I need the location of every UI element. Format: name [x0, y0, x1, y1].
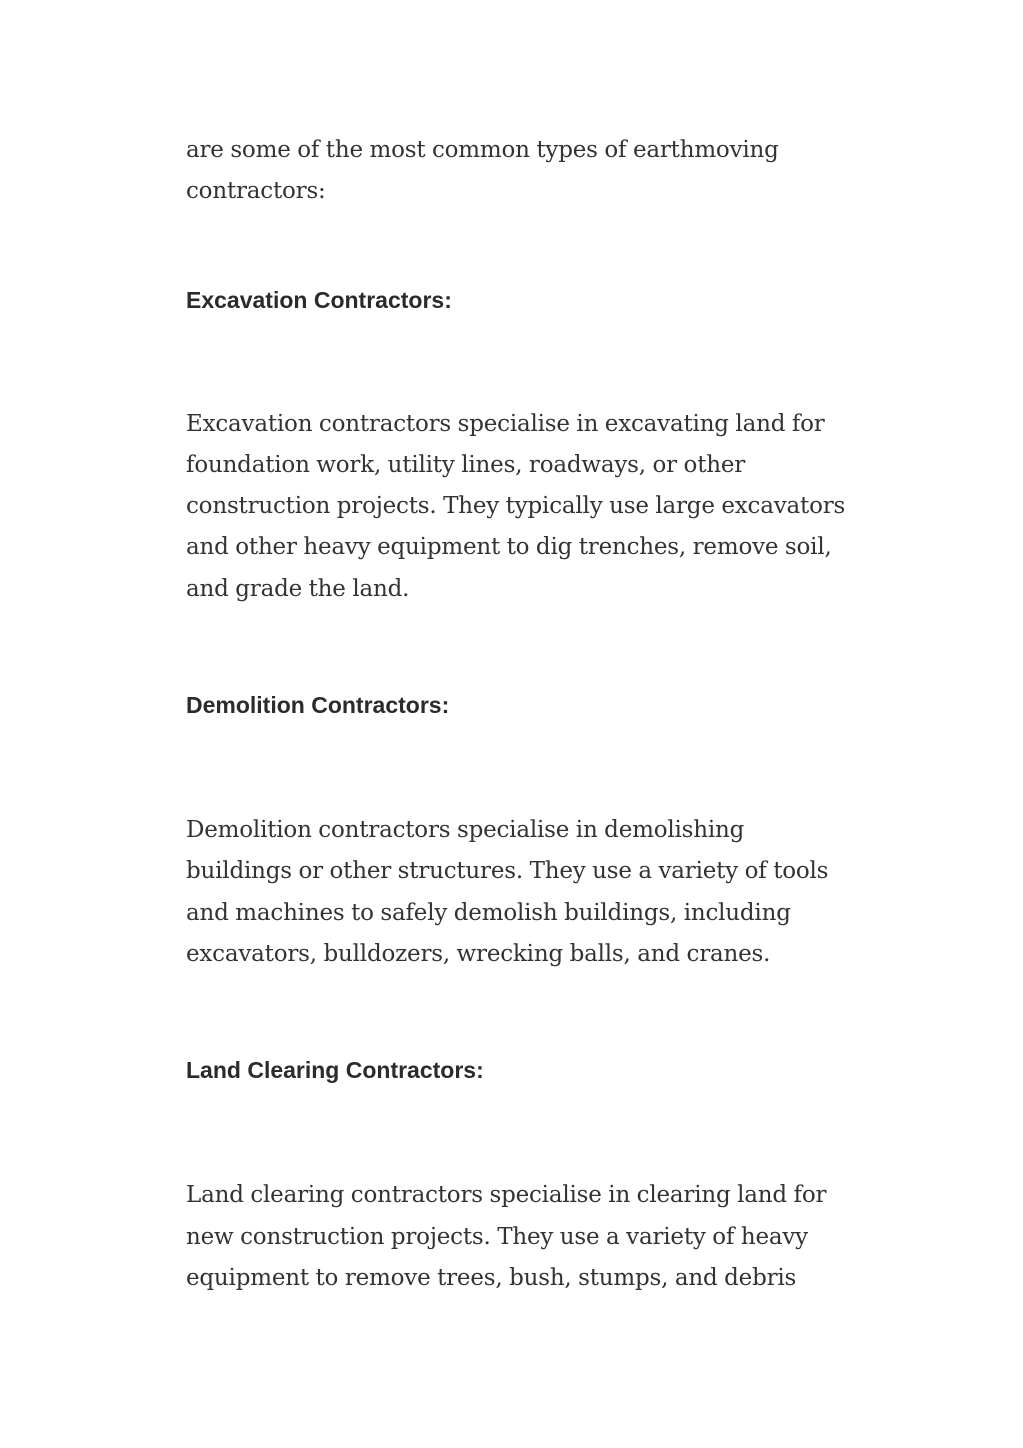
section-body-land-clearing: Land clearing contractors specialise in clearing land for new construction projects. They use a variety of heavy equipment to remove trees, bush, stumps, and debris	[186, 1182, 827, 1291]
intro-paragraph: are some of the most common types of earthmoving contractors:	[186, 137, 779, 205]
section-heading-excavation: Excavation Contractors:	[186, 286, 452, 313]
section-heading-demolition: Demolition Contractors:	[186, 692, 450, 719]
document-content	[186, 130, 846, 1299]
section-heading-land-clearing: Land Clearing Contractors:	[186, 1057, 484, 1084]
section-body-excavation: Excavation contractors specialise in excavating land for foundation work, utility lines, roadways, or other construction projects. They typically use large excavators and other heavy equipment to dig trenches, remove soil, and grade the land.	[186, 410, 846, 602]
section-body-demolition: Demolition contractors specialise in demolishing buildings or other structures. They use a variety of tools and machines to safely demolish buildings, including excavators, bulldozers, wrecking balls, and cranes.	[186, 817, 829, 967]
